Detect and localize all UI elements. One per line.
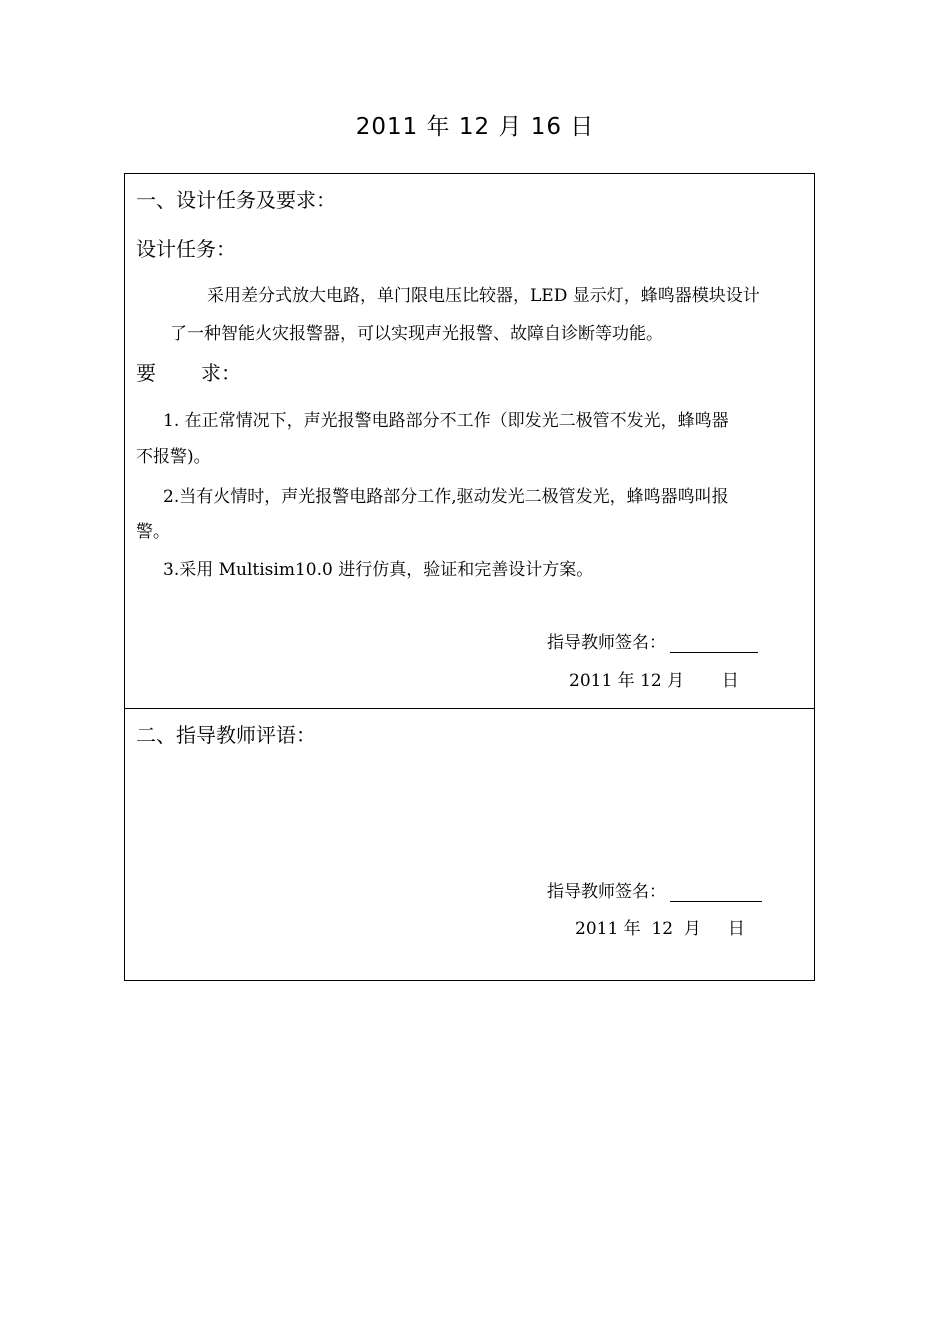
requirement-2-line2: 警。 xyxy=(136,522,170,542)
section2-signature-date: 2011 年 12 月 日 xyxy=(575,919,745,939)
section1-signature-label: 指导教师签名： xyxy=(547,633,666,653)
task-heading: 设计任务： xyxy=(136,237,236,261)
requirements-heading-a: 要 xyxy=(136,361,156,385)
task-text-line2: 了一种智能火灾报警器，可以实现声光报警、故障自诊断等功能。 xyxy=(170,324,663,344)
requirements-heading-b: 求： xyxy=(201,361,241,385)
section1-title: 一、设计任务及要求： xyxy=(136,188,336,212)
requirement-3: 3.采用 Multisim10.0 进行仿真，验证和完善设计方案。 xyxy=(163,560,594,580)
task-form-table xyxy=(124,173,815,981)
teacher-comment-section xyxy=(125,709,814,981)
requirement-1-line1: 1. 在正常情况下，声光报警电路部分不工作（即发光二极管不发光，蜂鸣器 xyxy=(163,411,729,431)
requirement-2-line1: 2.当有火情时，声光报警电路部分工作,驱动发光二极管发光，蜂鸣器鸣叫报 xyxy=(163,487,729,507)
section2-signature-line[interactable] xyxy=(670,883,762,902)
task-text-line1: 采用差分式放大电路，单门限电压比较器，LED 显示灯，蜂鸣器模块设计 xyxy=(207,286,760,306)
section2-title: 二、指导教师评语： xyxy=(136,723,316,747)
section2-signature-label: 指导教师签名： xyxy=(547,882,666,902)
section1-signature-line[interactable] xyxy=(670,634,758,653)
design-task-section xyxy=(125,174,814,709)
section2-signature xyxy=(547,877,762,902)
document-date: 2011 年 12 月 16 日 xyxy=(355,114,595,140)
section1-signature xyxy=(547,628,758,653)
section1-signature-date: 2011 年 12 月 日 xyxy=(569,671,739,691)
requirement-1-line2: 不报警)。 xyxy=(136,447,211,467)
